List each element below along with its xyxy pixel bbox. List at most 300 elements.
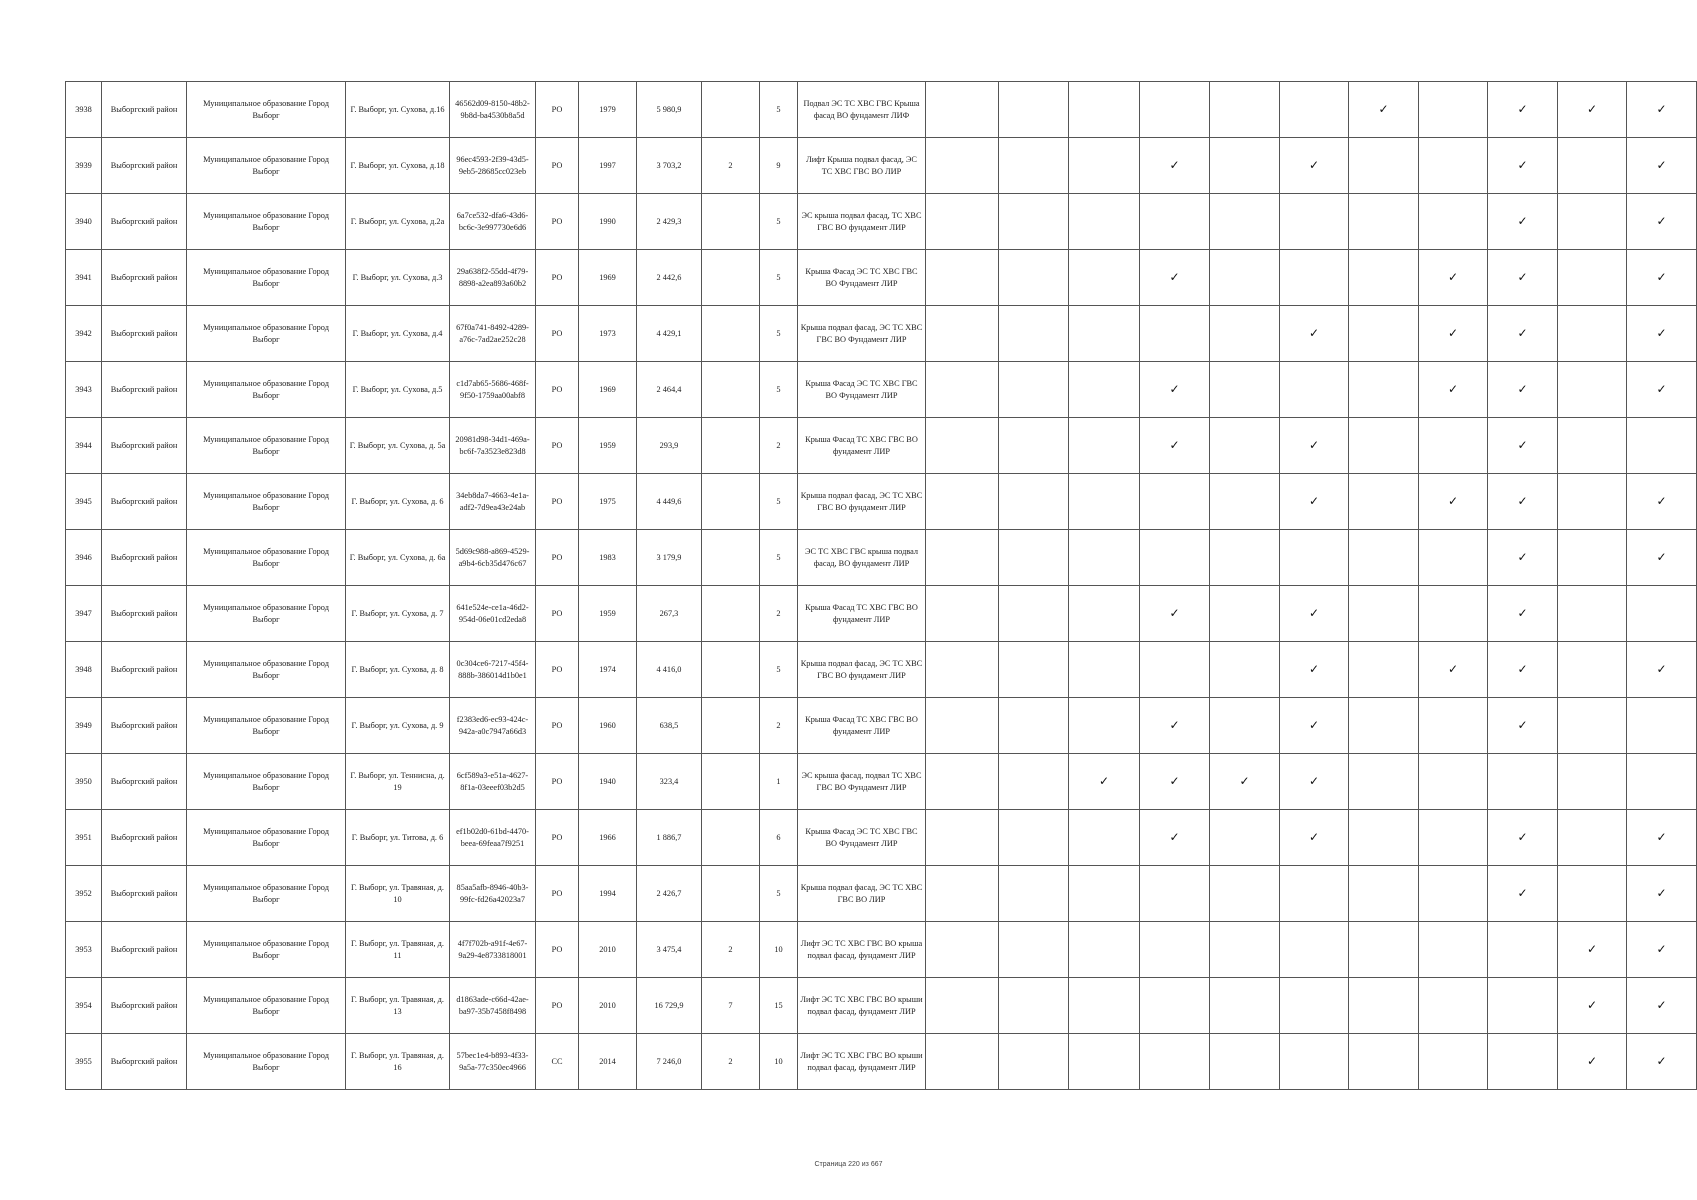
check-mark-cell xyxy=(926,250,999,306)
house-guid-cell: 96ec4593-2f39-43d5-9eb5-28685cc023eb xyxy=(450,138,536,194)
entrances-cell xyxy=(702,810,760,866)
check-mark-cell xyxy=(1349,810,1419,866)
check-mark-cell xyxy=(1069,866,1140,922)
check-mark-cell xyxy=(1140,82,1210,138)
check-mark-cell: ✓ xyxy=(1558,1034,1627,1090)
check-mark-cell xyxy=(1349,250,1419,306)
area-cell: 4 416,0 xyxy=(637,642,702,698)
check-mark-cell: ✓ xyxy=(1488,194,1558,250)
check-mark-cell xyxy=(999,866,1069,922)
works-list-cell: Крыша Фасад ТС ХВС ГВС ВО фундамент ЛИР xyxy=(798,418,926,474)
check-mark-cell: ✓ xyxy=(1627,642,1697,698)
check-mark-cell xyxy=(1558,698,1627,754)
check-mark-cell xyxy=(999,586,1069,642)
check-mark-cell xyxy=(1140,978,1210,1034)
build-year-cell: 1960 xyxy=(579,698,637,754)
address-cell: Г. Выборг, ул. Теннисна, д. 19 xyxy=(346,754,450,810)
table-row xyxy=(66,82,1697,138)
house-guid-cell: 0c304ce6-7217-45f4-888b-386014d1b0e1 xyxy=(450,642,536,698)
check-mark-cell xyxy=(926,810,999,866)
row-number-cell: 3950 xyxy=(66,754,102,810)
ownership-type-cell: РО xyxy=(536,810,579,866)
check-mark-cell: ✓ xyxy=(1627,922,1697,978)
check-mark-cell xyxy=(1419,194,1488,250)
check-mark-cell xyxy=(1069,642,1140,698)
ownership-type-cell: РО xyxy=(536,194,579,250)
check-mark-cell xyxy=(1349,866,1419,922)
district-cell: Выборгский район xyxy=(102,866,187,922)
check-mark-cell xyxy=(926,1034,999,1090)
row-number-cell: 3946 xyxy=(66,530,102,586)
area-cell: 3 703,2 xyxy=(637,138,702,194)
check-mark-cell xyxy=(926,418,999,474)
check-mark-cell xyxy=(1069,922,1140,978)
entrances-cell xyxy=(702,754,760,810)
row-number-cell: 3953 xyxy=(66,922,102,978)
build-year-cell: 1994 xyxy=(579,866,637,922)
build-year-cell: 1997 xyxy=(579,138,637,194)
check-mark-cell xyxy=(1069,362,1140,418)
check-mark-cell xyxy=(1558,474,1627,530)
row-number-cell: 3941 xyxy=(66,250,102,306)
check-mark-cell: ✓ xyxy=(1140,586,1210,642)
district-cell: Выборгский район xyxy=(102,642,187,698)
build-year-cell: 1966 xyxy=(579,810,637,866)
row-number-cell: 3945 xyxy=(66,474,102,530)
district-cell: Выборгский район xyxy=(102,82,187,138)
check-mark-cell xyxy=(999,922,1069,978)
address-cell: Г. Выборг, ул. Травяная, д. 13 xyxy=(346,978,450,1034)
ownership-type-cell: РО xyxy=(536,250,579,306)
check-mark-cell xyxy=(1210,978,1280,1034)
check-mark-cell xyxy=(926,978,999,1034)
ownership-type-cell: РО xyxy=(536,698,579,754)
house-guid-cell: d1863ade-c66d-42ae-ba97-35b7458f8498 xyxy=(450,978,536,1034)
check-mark-cell xyxy=(1349,418,1419,474)
check-mark-cell: ✓ xyxy=(1488,418,1558,474)
check-mark-cell xyxy=(999,250,1069,306)
check-mark-cell xyxy=(1488,754,1558,810)
table-row xyxy=(66,586,1697,642)
check-mark-cell: ✓ xyxy=(1627,82,1697,138)
municipality-cell: Муниципальное образование Город Выборг xyxy=(187,194,346,250)
check-mark-cell: ✓ xyxy=(1280,474,1349,530)
check-mark-cell: ✓ xyxy=(1627,138,1697,194)
check-mark-cell xyxy=(1558,642,1627,698)
area-cell: 1 886,7 xyxy=(637,810,702,866)
table-row xyxy=(66,642,1697,698)
check-mark-cell xyxy=(1488,922,1558,978)
table-row xyxy=(66,922,1697,978)
municipality-cell: Муниципальное образование Город Выборг xyxy=(187,698,346,754)
check-mark-cell xyxy=(1069,978,1140,1034)
check-mark-cell xyxy=(1069,418,1140,474)
address-cell: Г. Выборг, ул. Сухова, д. 7 xyxy=(346,586,450,642)
check-mark-cell xyxy=(1210,586,1280,642)
works-list-cell: ЭС крыша подвал фасад, ТС ХВС ГВС ВО фундамент ЛИР xyxy=(798,194,926,250)
check-mark-cell xyxy=(1558,810,1627,866)
check-mark-cell: ✓ xyxy=(1140,250,1210,306)
check-mark-cell xyxy=(1280,1034,1349,1090)
area-cell: 5 980,9 xyxy=(637,82,702,138)
check-mark-cell xyxy=(1069,194,1140,250)
house-guid-cell: 67f0a741-8492-4289-a76c-7ad2ae252c28 xyxy=(450,306,536,362)
entrances-cell xyxy=(702,642,760,698)
check-mark-cell xyxy=(1558,586,1627,642)
check-mark-cell: ✓ xyxy=(1419,306,1488,362)
ownership-type-cell: СС xyxy=(536,1034,579,1090)
check-mark-cell xyxy=(1280,530,1349,586)
check-mark-cell xyxy=(1210,866,1280,922)
check-mark-cell xyxy=(1140,474,1210,530)
table-row xyxy=(66,810,1697,866)
district-cell: Выборгский район xyxy=(102,138,187,194)
check-mark-cell xyxy=(926,82,999,138)
check-mark-cell xyxy=(1419,138,1488,194)
row-number-cell: 3952 xyxy=(66,866,102,922)
works-list-cell: Лифт Крыша подвал фасад, ЭС ТС ХВС ГВС ВО ЛИР xyxy=(798,138,926,194)
check-mark-cell: ✓ xyxy=(1488,530,1558,586)
check-mark-cell xyxy=(1349,474,1419,530)
check-mark-cell: ✓ xyxy=(1627,474,1697,530)
check-mark-cell xyxy=(1558,138,1627,194)
check-mark-cell xyxy=(1280,866,1349,922)
check-mark-cell: ✓ xyxy=(1558,922,1627,978)
works-list-cell: Лифт ЭС ТС ХВС ГВС ВО крыши подвал фасад, фундамент ЛИР xyxy=(798,978,926,1034)
table-row xyxy=(66,754,1697,810)
address-cell: Г. Выборг, ул. Сухова, д.3 xyxy=(346,250,450,306)
municipality-cell: Муниципальное образование Город Выборг xyxy=(187,362,346,418)
entrances-cell xyxy=(702,698,760,754)
ownership-type-cell: РО xyxy=(536,754,579,810)
check-mark-cell xyxy=(1419,82,1488,138)
check-mark-cell xyxy=(926,698,999,754)
check-mark-cell xyxy=(1210,810,1280,866)
check-mark-cell xyxy=(1349,586,1419,642)
entrances-cell: 2 xyxy=(702,922,760,978)
floors-cell: 5 xyxy=(760,474,798,530)
area-cell: 638,5 xyxy=(637,698,702,754)
house-guid-cell: 20981d98-34d1-469a-bc6f-7a3523e823d8 xyxy=(450,418,536,474)
check-mark-cell xyxy=(1558,418,1627,474)
ownership-type-cell: РО xyxy=(536,138,579,194)
check-mark-cell xyxy=(999,362,1069,418)
municipality-cell: Муниципальное образование Город Выборг xyxy=(187,586,346,642)
area-cell: 2 429,3 xyxy=(637,194,702,250)
district-cell: Выборгский район xyxy=(102,306,187,362)
check-mark-cell xyxy=(1558,754,1627,810)
works-list-cell: Крыша Фасад ЭС ТС ХВС ГВС ВО Фундамент ЛИР xyxy=(798,362,926,418)
municipality-cell: Муниципальное образование Город Выборг xyxy=(187,754,346,810)
check-mark-cell xyxy=(926,138,999,194)
district-cell: Выборгский район xyxy=(102,1034,187,1090)
floors-cell: 2 xyxy=(760,586,798,642)
check-mark-cell xyxy=(999,530,1069,586)
floors-cell: 5 xyxy=(760,362,798,418)
check-mark-cell xyxy=(1627,754,1697,810)
municipality-cell: Муниципальное образование Город Выборг xyxy=(187,138,346,194)
check-mark-cell: ✓ xyxy=(1488,306,1558,362)
check-mark-cell: ✓ xyxy=(1627,194,1697,250)
works-list-cell: ЭС крыша фасад, подвал ТС ХВС ГВС ВО Фундамент ЛИР xyxy=(798,754,926,810)
check-mark-cell xyxy=(1280,194,1349,250)
address-cell: Г. Выборг, ул. Травяная, д. 11 xyxy=(346,922,450,978)
housing-registry-table xyxy=(65,81,1697,1090)
build-year-cell: 1940 xyxy=(579,754,637,810)
row-number-cell: 3940 xyxy=(66,194,102,250)
check-mark-cell: ✓ xyxy=(1140,362,1210,418)
check-mark-cell xyxy=(999,418,1069,474)
entrances-cell xyxy=(702,866,760,922)
entrances-cell: 7 xyxy=(702,978,760,1034)
check-mark-cell xyxy=(926,922,999,978)
table-row xyxy=(66,698,1697,754)
municipality-cell: Муниципальное образование Город Выборг xyxy=(187,866,346,922)
check-mark-cell xyxy=(1558,194,1627,250)
check-mark-cell xyxy=(1069,82,1140,138)
works-list-cell: Крыша Фасад ЭС ТС ХВС ГВС ВО Фундамент ЛИР xyxy=(798,250,926,306)
check-mark-cell xyxy=(1210,194,1280,250)
check-mark-cell: ✓ xyxy=(1349,82,1419,138)
address-cell: Г. Выборг, ул. Сухова, д.16 xyxy=(346,82,450,138)
area-cell: 4 449,6 xyxy=(637,474,702,530)
check-mark-cell xyxy=(1210,474,1280,530)
floors-cell: 5 xyxy=(760,530,798,586)
area-cell: 4 429,1 xyxy=(637,306,702,362)
check-mark-cell: ✓ xyxy=(1210,754,1280,810)
build-year-cell: 2010 xyxy=(579,978,637,1034)
check-mark-cell: ✓ xyxy=(1488,642,1558,698)
entrances-cell xyxy=(702,586,760,642)
build-year-cell: 1979 xyxy=(579,82,637,138)
ownership-type-cell: РО xyxy=(536,82,579,138)
check-mark-cell: ✓ xyxy=(1627,1034,1697,1090)
check-mark-cell xyxy=(1069,474,1140,530)
check-mark-cell xyxy=(999,978,1069,1034)
check-mark-cell xyxy=(1140,306,1210,362)
address-cell: Г. Выборг, ул. Сухова, д. 8 xyxy=(346,642,450,698)
check-mark-cell xyxy=(1419,754,1488,810)
table-row xyxy=(66,306,1697,362)
area-cell: 16 729,9 xyxy=(637,978,702,1034)
floors-cell: 5 xyxy=(760,306,798,362)
check-mark-cell xyxy=(926,530,999,586)
check-mark-cell: ✓ xyxy=(1558,978,1627,1034)
check-mark-cell xyxy=(1069,250,1140,306)
works-list-cell: Крыша подвал фасад, ЭС ТС ХВС ГВС ВО фундамент ЛИР xyxy=(798,642,926,698)
area-cell: 2 442,6 xyxy=(637,250,702,306)
floors-cell: 5 xyxy=(760,866,798,922)
address-cell: Г. Выборг, ул. Сухова, д. 5а xyxy=(346,418,450,474)
check-mark-cell xyxy=(926,194,999,250)
check-mark-cell xyxy=(1069,810,1140,866)
check-mark-cell xyxy=(1210,362,1280,418)
floors-cell: 1 xyxy=(760,754,798,810)
row-number-cell: 3947 xyxy=(66,586,102,642)
area-cell: 2 464,4 xyxy=(637,362,702,418)
works-list-cell: Подвал ЭС ТС ХВС ГВС Крыша фасад ВО фундамент ЛИФ xyxy=(798,82,926,138)
row-number-cell: 3942 xyxy=(66,306,102,362)
check-mark-cell xyxy=(926,866,999,922)
row-number-cell: 3954 xyxy=(66,978,102,1034)
check-mark-cell xyxy=(1419,418,1488,474)
district-cell: Выборгский район xyxy=(102,530,187,586)
ownership-type-cell: РО xyxy=(536,642,579,698)
check-mark-cell xyxy=(1349,138,1419,194)
check-mark-cell xyxy=(1558,530,1627,586)
check-mark-cell xyxy=(999,754,1069,810)
district-cell: Выборгский район xyxy=(102,754,187,810)
district-cell: Выборгский район xyxy=(102,810,187,866)
table-row xyxy=(66,474,1697,530)
house-guid-cell: 6cf589a3-e51a-4627-8f1a-03eeef03b2d5 xyxy=(450,754,536,810)
works-list-cell: ЭС ТС ХВС ГВС крыша подвал фасад, ВО фундамент ЛИР xyxy=(798,530,926,586)
check-mark-cell xyxy=(1419,922,1488,978)
row-number-cell: 3943 xyxy=(66,362,102,418)
works-list-cell: Крыша подвал фасад, ЭС ТС ХВС ГВС ВО ЛИР xyxy=(798,866,926,922)
check-mark-cell: ✓ xyxy=(1488,250,1558,306)
check-mark-cell: ✓ xyxy=(1488,586,1558,642)
ownership-type-cell: РО xyxy=(536,530,579,586)
area-cell: 3 179,9 xyxy=(637,530,702,586)
check-mark-cell xyxy=(1419,810,1488,866)
district-cell: Выборгский район xyxy=(102,474,187,530)
municipality-cell: Муниципальное образование Город Выборг xyxy=(187,642,346,698)
entrances-cell xyxy=(702,418,760,474)
check-mark-cell: ✓ xyxy=(1488,698,1558,754)
row-number-cell: 3949 xyxy=(66,698,102,754)
check-mark-cell xyxy=(1069,138,1140,194)
page-footer: Страница 220 из 667 xyxy=(814,1161,883,1168)
check-mark-cell xyxy=(999,194,1069,250)
house-guid-cell: 57bec1e4-b893-4f33-9a5a-77c350ec4966 xyxy=(450,1034,536,1090)
check-mark-cell: ✓ xyxy=(1488,82,1558,138)
row-number-cell: 3938 xyxy=(66,82,102,138)
ownership-type-cell: РО xyxy=(536,978,579,1034)
check-mark-cell xyxy=(1349,530,1419,586)
check-mark-cell xyxy=(1419,586,1488,642)
entrances-cell: 2 xyxy=(702,1034,760,1090)
check-mark-cell xyxy=(1069,586,1140,642)
entrances-cell xyxy=(702,82,760,138)
table-row xyxy=(66,978,1697,1034)
check-mark-cell: ✓ xyxy=(1069,754,1140,810)
municipality-cell: Муниципальное образование Город Выборг xyxy=(187,250,346,306)
check-mark-cell xyxy=(1210,82,1280,138)
works-list-cell: Крыша подвал фасад, ЭС ТС ХВС ГВС ВО Фундамент ЛИР xyxy=(798,306,926,362)
build-year-cell: 1969 xyxy=(579,250,637,306)
municipality-cell: Муниципальное образование Город Выборг xyxy=(187,810,346,866)
check-mark-cell xyxy=(926,642,999,698)
build-year-cell: 1983 xyxy=(579,530,637,586)
row-number-cell: 3948 xyxy=(66,642,102,698)
table-row xyxy=(66,1034,1697,1090)
check-mark-cell: ✓ xyxy=(1627,810,1697,866)
check-mark-cell xyxy=(1280,922,1349,978)
house-guid-cell: 4f7f702b-a91f-4e67-9a29-4e8733818001 xyxy=(450,922,536,978)
check-mark-cell xyxy=(1210,530,1280,586)
check-mark-cell xyxy=(1349,754,1419,810)
check-mark-cell xyxy=(1140,194,1210,250)
check-mark-cell xyxy=(1349,642,1419,698)
ownership-type-cell: РО xyxy=(536,306,579,362)
municipality-cell: Муниципальное образование Город Выборг xyxy=(187,922,346,978)
check-mark-cell: ✓ xyxy=(1140,138,1210,194)
table-row xyxy=(66,866,1697,922)
check-mark-cell: ✓ xyxy=(1488,474,1558,530)
build-year-cell: 1975 xyxy=(579,474,637,530)
table-row xyxy=(66,250,1697,306)
ownership-type-cell: РО xyxy=(536,922,579,978)
check-mark-cell xyxy=(1349,306,1419,362)
check-mark-cell xyxy=(1210,1034,1280,1090)
check-mark-cell xyxy=(1140,866,1210,922)
floors-cell: 2 xyxy=(760,698,798,754)
floors-cell: 9 xyxy=(760,138,798,194)
check-mark-cell: ✓ xyxy=(1280,754,1349,810)
check-mark-cell: ✓ xyxy=(1627,362,1697,418)
check-mark-cell xyxy=(1210,698,1280,754)
address-cell: Г. Выборг, ул. Сухова, д. 6а xyxy=(346,530,450,586)
check-mark-cell xyxy=(1280,250,1349,306)
district-cell: Выборгский район xyxy=(102,978,187,1034)
entrances-cell: 2 xyxy=(702,138,760,194)
address-cell: Г. Выборг, ул. Сухова, д. 6 xyxy=(346,474,450,530)
check-mark-cell xyxy=(1419,530,1488,586)
check-mark-cell xyxy=(1349,194,1419,250)
floors-cell: 6 xyxy=(760,810,798,866)
floors-cell: 10 xyxy=(760,1034,798,1090)
check-mark-cell xyxy=(926,306,999,362)
check-mark-cell: ✓ xyxy=(1140,810,1210,866)
house-guid-cell: 85aa5afb-8946-40b3-99fc-fd26a42023a7 xyxy=(450,866,536,922)
district-cell: Выборгский район xyxy=(102,698,187,754)
address-cell: Г. Выборг, ул. Сухова, д.2а xyxy=(346,194,450,250)
district-cell: Выборгский район xyxy=(102,586,187,642)
works-list-cell: Крыша Фасад ЭС ТС ХВС ГВС ВО Фундамент ЛИР xyxy=(798,810,926,866)
check-mark-cell xyxy=(1488,978,1558,1034)
check-mark-cell: ✓ xyxy=(1488,810,1558,866)
area-cell: 7 246,0 xyxy=(637,1034,702,1090)
check-mark-cell: ✓ xyxy=(1280,698,1349,754)
check-mark-cell xyxy=(999,698,1069,754)
check-mark-cell: ✓ xyxy=(1280,138,1349,194)
check-mark-cell: ✓ xyxy=(1280,810,1349,866)
area-cell: 3 475,4 xyxy=(637,922,702,978)
check-mark-cell xyxy=(1558,866,1627,922)
entrances-cell xyxy=(702,194,760,250)
check-mark-cell: ✓ xyxy=(1140,418,1210,474)
floors-cell: 15 xyxy=(760,978,798,1034)
municipality-cell: Муниципальное образование Город Выборг xyxy=(187,82,346,138)
district-cell: Выборгский район xyxy=(102,418,187,474)
check-mark-cell xyxy=(999,138,1069,194)
area-cell: 323,4 xyxy=(637,754,702,810)
table-row xyxy=(66,362,1697,418)
check-mark-cell: ✓ xyxy=(1558,82,1627,138)
address-cell: Г. Выборг, ул. Сухова, д.4 xyxy=(346,306,450,362)
check-mark-cell: ✓ xyxy=(1280,306,1349,362)
build-year-cell: 1973 xyxy=(579,306,637,362)
check-mark-cell xyxy=(1419,1034,1488,1090)
check-mark-cell: ✓ xyxy=(1140,698,1210,754)
build-year-cell: 1974 xyxy=(579,642,637,698)
entrances-cell xyxy=(702,474,760,530)
address-cell: Г. Выборг, ул. Сухова, д. 9 xyxy=(346,698,450,754)
check-mark-cell xyxy=(1069,698,1140,754)
floors-cell: 10 xyxy=(760,922,798,978)
check-mark-cell: ✓ xyxy=(1280,418,1349,474)
